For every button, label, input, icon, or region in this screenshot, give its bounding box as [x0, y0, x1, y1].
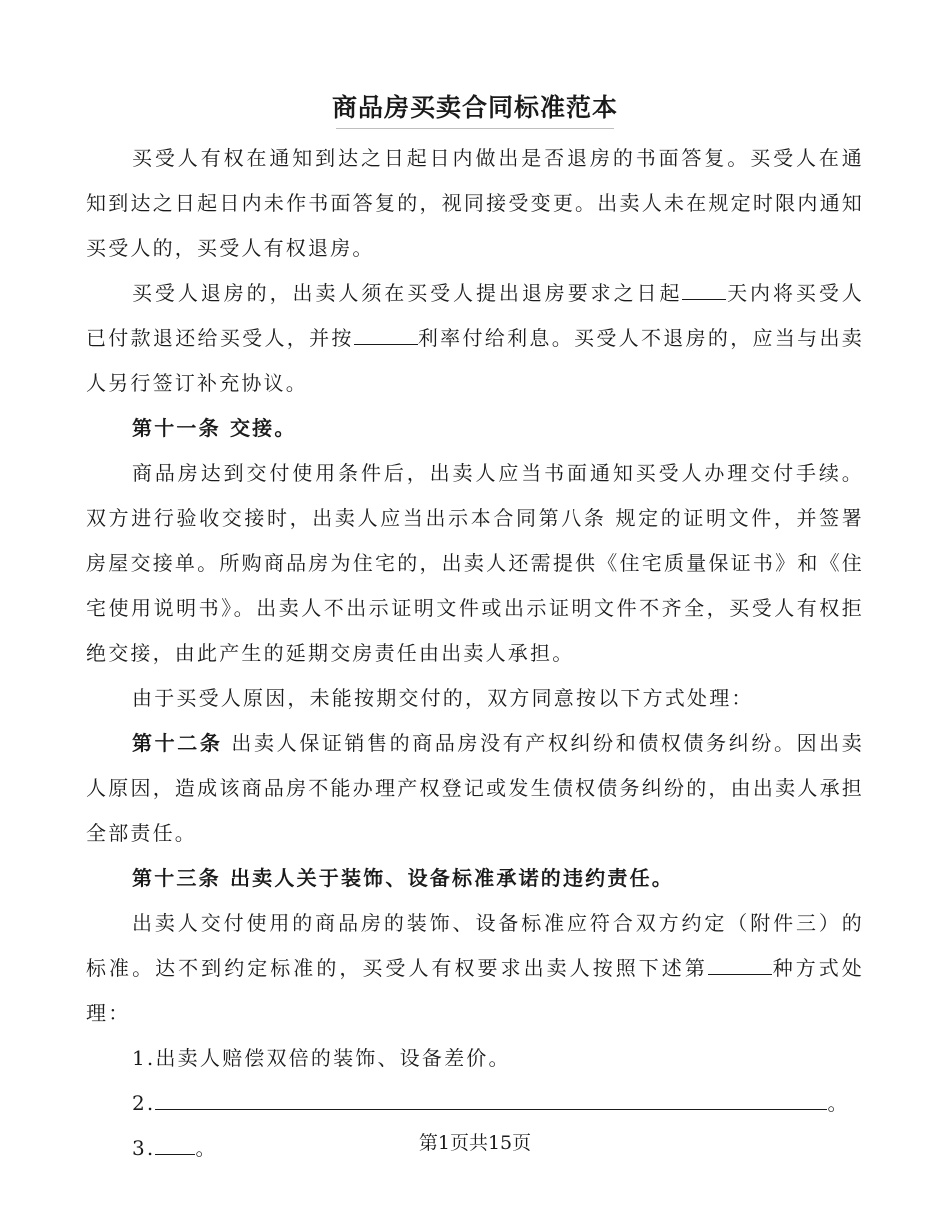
paragraph-2-part-a: 买受人退房的，出卖人须在买受人提出退房要求之日起 [132, 281, 683, 305]
document-title: 商品房买卖合同标准范本 [331, 93, 618, 122]
list-item-2 [86, 1081, 864, 1126]
list-item-3-number: 3. [132, 1136, 156, 1160]
paragraph-1: 买受人有权在通知到达之日起日内做出是否退房的书面答复。买受人在通知到达之日起日内未作书面答复的，视同接受变更。出卖人未在规定时限内通知买受人的，买受人有权退房。 [86, 146, 864, 260]
list-item-3-end: 。 [195, 1136, 218, 1160]
article-13-heading: 第十三条 出卖人关于装饰、设备标准承诺的违约责任。 [132, 866, 674, 890]
paragraph-5-part-a: 出卖人交付使用的商品房的装饰、设备标准应符合双方约定（附件三）的标准。达不到约定标准的，买受人有权要求出卖人按照下述第 [86, 911, 864, 980]
paragraph-5 [86, 901, 864, 1036]
title-divider [336, 128, 614, 129]
paragraph-2 [86, 271, 864, 406]
article-12 [86, 721, 864, 856]
paragraph-2-part-c: 利率付给利息。买受人不退房的，应当与出卖人另行签订补充协议。 [86, 326, 864, 395]
blank-item-2 [155, 1089, 827, 1110]
list-item-2-number: 2. [132, 1091, 156, 1115]
page-indicator: 第1页共15页 [418, 1132, 532, 1154]
document-body [86, 136, 864, 1171]
paragraph-5-part-b: 种方式处理： [86, 956, 864, 1025]
blank-days [682, 279, 726, 300]
list-item-2-end: 。 [827, 1091, 850, 1115]
paragraph-2-part-b: 天内将买受人已付款退还给买受人，并按 [86, 281, 864, 350]
list-item-1: 1.出卖人赔偿双倍的装饰、设备差价。 [132, 1046, 511, 1070]
paragraph-3: 商品房达到交付使用条件后，出卖人应当书面通知买受人办理交付手续。双方进行验收交接时，出卖人应当出示本合同第八条 规定的证明文件，并签署房屋交接单。所购商品房为住宅的，出卖人还需提供《住宅质量保证书》和《住宅使用说明书》。出卖人不出示证明文件或出示证明文件不齐全，买受人有权拒绝交接，由此产生的延期交房责任由出卖人承担。 [86, 461, 864, 665]
article-12-text: 出卖人保证销售的商品房没有产权纠纷和债权债务纠纷。因出卖人原因，造成该商品房不能办理产权登记或发生债权债务纠纷的，由出卖人承担全部责任。 [86, 731, 864, 845]
paragraph-4: 由于买受人原因，未能按期交付的，双方同意按以下方式处理： [132, 686, 754, 710]
blank-interest-rate [354, 324, 418, 345]
article-11-heading: 第十一条 交接。 [132, 416, 297, 440]
article-12-label: 第十二条 [132, 731, 223, 755]
blank-method-number [708, 954, 772, 975]
